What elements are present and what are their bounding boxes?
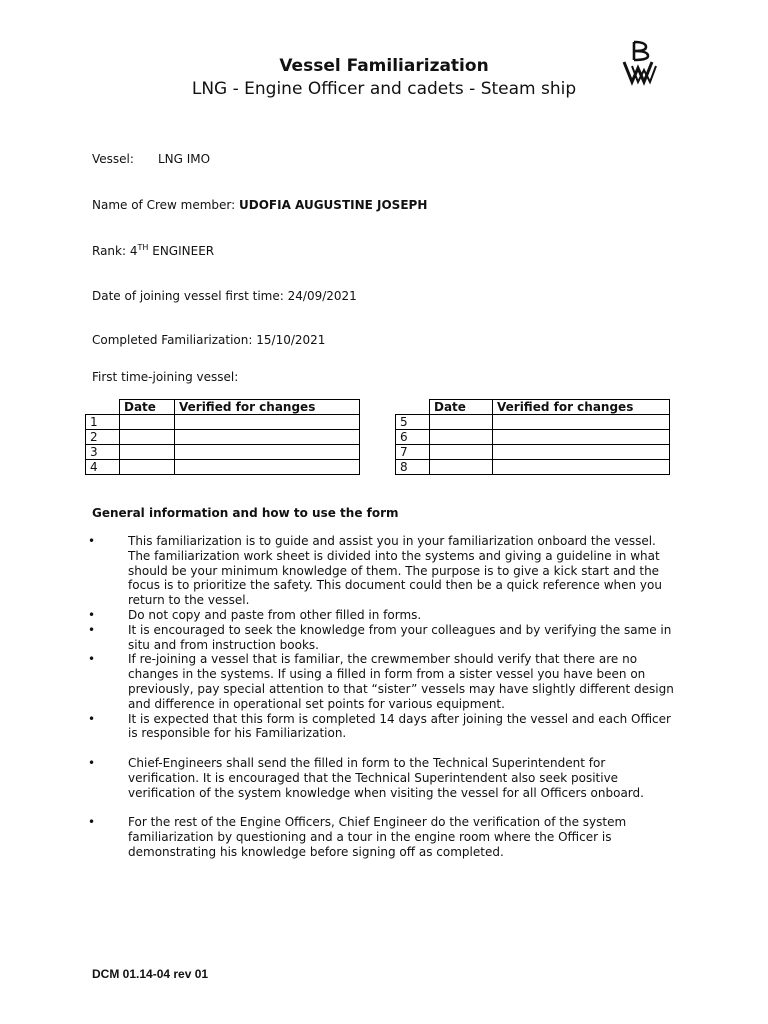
list-item-text: Do not copy and paste from other filled in forms. [128,607,422,622]
vessel-value: LNG IMO [157,152,211,166]
list-item [86,534,676,608]
document-title: Vessel Familiarization [279,56,489,76]
verified-cell[interactable] [493,415,670,430]
date-cell[interactable] [120,415,175,430]
table-row [86,460,360,475]
table-row [86,415,360,430]
table-row [396,415,670,430]
list-item-text: If re-joining a vessel that is familiar, the crewmember should verify that there are no changes in the systems. If using a filled in form from a sister vessel you have been on previously, pay special attention to that “sister” vessels may have slightly different design and difference in operational set points for various equipment. [128,652,674,711]
joining-field [92,289,357,303]
row-number: 4 [86,460,120,475]
row-number: 3 [86,445,120,460]
row-number: 7 [396,445,430,460]
verified-cell[interactable] [175,460,360,475]
date-header: Date [430,400,493,415]
first-time-label: First time-joining vessel: [92,370,239,384]
list-item [86,712,676,742]
joining-value: 24/09/2021 [287,289,357,303]
verified-header: Verified for changes [175,400,360,415]
date-cell[interactable] [430,415,493,430]
document-code: DCM 01.14-04 rev 01 [92,967,209,981]
row-number: 6 [396,430,430,445]
blank-header-cell [86,400,120,415]
completed-value: 15/10/2021 [256,333,326,347]
list-item [86,608,676,623]
row-number: 5 [396,415,430,430]
bullet-icon: • [88,711,96,726]
rank-value: ENGINEER [152,244,215,258]
crew-field [92,198,427,212]
date-cell[interactable] [430,460,493,475]
row-number: 1 [86,415,120,430]
list-item [86,652,676,711]
row-number: 2 [86,430,120,445]
list-item [86,815,676,859]
joining-label: Date of joining vessel first time: [92,289,284,303]
crew-value: UDOFIA AUGUSTINE JOSEPH [239,198,428,212]
row-number: 8 [396,460,430,475]
table-header-row [86,400,360,415]
bullet-icon: • [88,534,96,548]
verified-cell[interactable] [175,445,360,460]
list-item-text: This familiarization is to guide and assist you in your familiarization onboard the vessel. The familiarization work sheet is divided into the systems and giving a guideline in what should be your minimum knowledge of them. The purpose is to give a kick start and the focus is to prioritize the safety. This document could then be a quick reference when you return to the vessel. [128,534,662,608]
vessel-label: Vessel: [92,152,134,166]
bullet-icon: • [88,815,96,830]
list-item-text: Chief-Engineers shall send the filled in form to the Technical Superintendent for verification. It is encouraged that the Technical Superintendent also seek positive verification of the system knowledge when visiting the vessel for all Officers onboard. [128,755,644,800]
table-row [86,430,360,445]
date-cell[interactable] [120,445,175,460]
general-info-heading: General information and how to use the form [92,506,399,520]
rank-field [92,244,214,258]
rank-label: Rank: [92,244,127,258]
list-item-text: For the rest of the Engine Officers, Chief Engineer do the verification of the system familiarization by questioning and a tour in the engine room where the Officer is demonstrating his knowledge before signing off as completed. [128,815,627,859]
verified-cell[interactable] [493,430,670,445]
date-header: Date [120,400,175,415]
list-item [86,623,676,653]
verified-cell[interactable] [175,430,360,445]
crew-label: Name of Crew member: [92,198,236,212]
verified-header: Verified for changes [493,400,670,415]
bullet-icon: • [88,622,96,637]
date-cell[interactable] [430,445,493,460]
verified-cell[interactable] [493,460,670,475]
table-header-row [396,400,670,415]
verification-table-right [395,399,670,475]
table-row [396,430,670,445]
list-item-text: It is expected that this form is completed 14 days after joining the vessel and each Officer is responsible for his Familiarization. [128,711,671,741]
verified-cell[interactable] [493,445,670,460]
list-item [86,756,676,800]
bullet-icon: • [88,652,96,667]
blank-header-cell [396,400,430,415]
completed-label: Completed Familiarization: [92,333,253,347]
rank-suffix: TH [137,243,149,252]
list-item-text: It is encouraged to seek the knowledge from your colleagues and by verifying the same in situ and from instruction books. [128,622,672,652]
table-row [396,460,670,475]
instructions-list [86,534,676,860]
date-cell[interactable] [120,430,175,445]
table-row [86,445,360,460]
verified-cell[interactable] [175,415,360,430]
bullet-icon: • [88,755,96,770]
completed-field [92,333,325,347]
bullet-icon: • [88,607,96,622]
rank-number: 4 [129,244,138,258]
date-cell[interactable] [120,460,175,475]
table-row [396,445,670,460]
date-cell[interactable] [430,430,493,445]
vessel-field [92,152,210,166]
document-subtitle: LNG - Engine Officer and cadets - Steam ship [191,79,577,99]
verification-table-left [85,399,360,475]
